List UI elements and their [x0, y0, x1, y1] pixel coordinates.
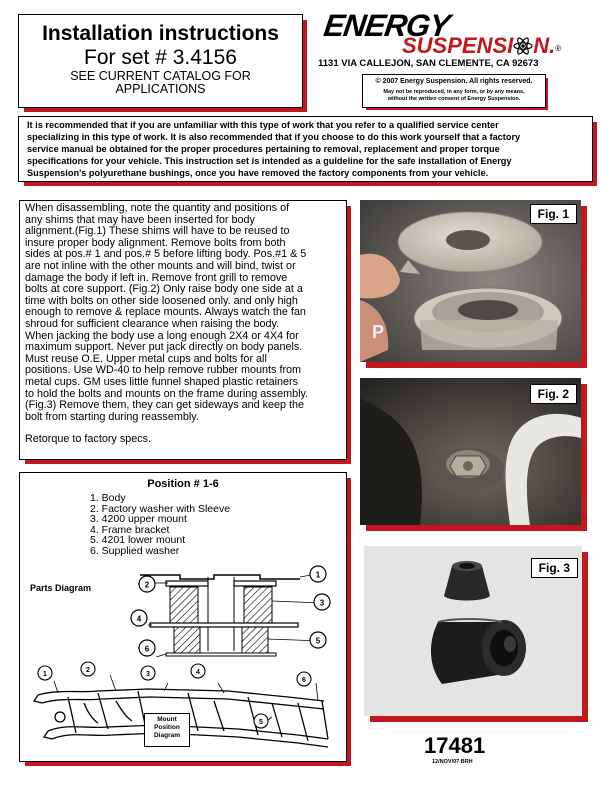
mount-position-label: [144, 713, 190, 747]
frame-callout-4: [190, 663, 206, 684]
position-item: 2. Factory washer with Sleeve: [90, 502, 231, 515]
callout-label: 3: [319, 598, 325, 608]
callout-label: 4: [136, 614, 142, 624]
page-title: Installation instructions: [42, 22, 279, 45]
fig1-photo: [360, 200, 581, 362]
copyright-line2: May not be reproduced, in any form, or by any means,: [383, 89, 525, 95]
title-box: [18, 14, 303, 108]
instruction-line: insure proper body alignment. Remove bolts from both: [25, 236, 286, 249]
callout-label: 2: [144, 580, 150, 590]
bushing-shim-image: [360, 200, 581, 362]
callout-2: [138, 575, 156, 598]
instruction-line: maximum support. Never put jack directly on body panels.: [25, 341, 303, 354]
frame-callout-6: [296, 671, 312, 692]
callout-label: 2: [86, 667, 90, 674]
notice-line2: specializing in this type of work. It is also recommended that if you choose to do this work yourself that a factory: [27, 132, 521, 142]
notice-line3: service manual be obtained for the proper procedures pertaining to removal, replacement and proper torque: [27, 144, 500, 154]
copyright-line3: without the written consent of Energy Suspension.: [387, 96, 521, 102]
fig3-label: Fig. 3: [531, 558, 578, 578]
fig1-label: Fig. 1: [530, 204, 577, 224]
retorque-note: Retorque to factory specs.: [25, 433, 152, 446]
instruction-line: time with bolts on other side loosened only. and only high: [25, 294, 298, 307]
position-item: 5. 4201 lower mount: [90, 534, 186, 547]
notice-line1: It is recommended that if you are unfamiliar with this type of work that you refer to a qualified service center: [27, 120, 499, 130]
logo-word-energy: ENERGY: [321, 8, 452, 43]
logo-suspension-text: SUSPENSI: [402, 33, 514, 58]
copyright-box: [362, 74, 546, 108]
mount-label-line: Position: [154, 724, 180, 731]
catalog-note-line1: SEE CURRENT CATALOG FOR: [70, 69, 251, 83]
notice-box: [18, 116, 593, 182]
instruction-line: When jacking the body use a long enough 2X4 or 4X4 for: [25, 329, 299, 342]
set-number: For set # 3.4156: [84, 46, 237, 69]
callout-label: 3: [146, 671, 150, 678]
frame-callout-5: [253, 713, 269, 734]
position-item: 4. Frame bracket: [90, 523, 170, 536]
callout-label: 6: [302, 677, 306, 684]
diagram-box: [19, 472, 347, 762]
instruction-line: shroud for sufficient clearance when raising the body.: [25, 317, 280, 330]
instruction-line: any shims that may have been inserted for body: [25, 213, 255, 226]
svg-text:P: P: [372, 322, 385, 342]
callout-4: [130, 609, 148, 632]
logo-word-suspension: [402, 33, 561, 61]
callout-5: [309, 631, 327, 654]
callout-label: 4: [196, 669, 200, 676]
position-item: 6. Supplied washer: [90, 544, 180, 557]
registered-mark: ®: [555, 44, 562, 53]
position-list: [90, 493, 230, 557]
catalog-note-line2: APPLICATIONS: [115, 82, 206, 96]
instruction-line: Must reuse O.E. Upper metal cups and bolts for all: [25, 352, 267, 365]
instruction-line: positions. Use WD-40 to help remove rubber mounts from: [25, 364, 302, 377]
instruction-line: damage the body if left in. Remove front grill to remove: [25, 271, 288, 284]
fig2-photo: [360, 378, 581, 525]
company-address: 1131 VIA CALLEJON, SAN CLEMENTE, CA 92673: [318, 58, 539, 69]
instruction-line: (Fig.3) Remove them, they can get sideways and keep the: [25, 399, 305, 412]
instructions-body: [25, 203, 345, 446]
frame-callout-1: [37, 665, 53, 686]
fig3-photo: [364, 546, 582, 716]
callout-6: [138, 639, 156, 662]
part-number: 17481: [424, 733, 486, 758]
callout-label: 5: [315, 636, 321, 646]
fig2-label: Fig. 2: [530, 384, 577, 404]
copyright-line1: © 2007 Energy Suspension. All rights reserved.: [375, 78, 533, 85]
parts-diagram-label: Parts Diagram: [30, 583, 92, 593]
position-title: Position # 1-6: [147, 478, 219, 490]
frame-callout-3: [140, 665, 156, 686]
notice-line5: Suspension's polyurethane bushings, once you have removed the factory components from your vehicle.: [27, 168, 489, 178]
instructions-box: [19, 200, 347, 460]
callout-label: 6: [144, 644, 150, 654]
callout-1: [309, 565, 327, 588]
instruction-line: to hold the bolts and mounts on the frame during assembly.: [25, 387, 309, 400]
instruction-line: When disassembling, note the quantity and positions of: [25, 202, 290, 214]
revision-date: 12/NOV/07 BRH: [432, 759, 473, 765]
position-item: 3. 4200 upper mount: [90, 513, 187, 526]
logo-suspension-end: N.: [533, 33, 556, 58]
mount-label-line: Mount: [157, 716, 177, 723]
instruction-line: metal cups. GM uses little funnel shaped plastic retainers: [25, 375, 299, 388]
callout-label: 5: [259, 719, 263, 726]
brand-logo: [318, 10, 598, 60]
instruction-line: bolt from starting during reassembly.: [25, 410, 199, 423]
callout-label: 1: [43, 671, 47, 678]
notice-line4: specifications for your vehicle. This instruction set is intended as a guideline for the safe installation of Energy: [27, 156, 512, 166]
position-item: 1. Body: [90, 492, 126, 504]
instruction-line: bolts at core support. (Fig.2) Only raise body one side at a: [25, 283, 303, 296]
mount-label-line: Diagram: [153, 732, 180, 739]
instruction-line: enough to remove & replace mounts. Always watch the fan: [25, 306, 306, 319]
callout-label: 1: [315, 570, 321, 580]
instruction-line: alignment.(Fig.1) These shims will have to be reused to: [25, 225, 290, 238]
instruction-line: sides at pos.# 1 and pos.# 5 before lifting body. Pos.#1 & 5: [25, 248, 307, 261]
frame-callout-2: [80, 661, 96, 682]
instruction-line: are not inline with the other mounts and will bind, twist or: [25, 259, 296, 272]
callout-3: [313, 593, 331, 616]
